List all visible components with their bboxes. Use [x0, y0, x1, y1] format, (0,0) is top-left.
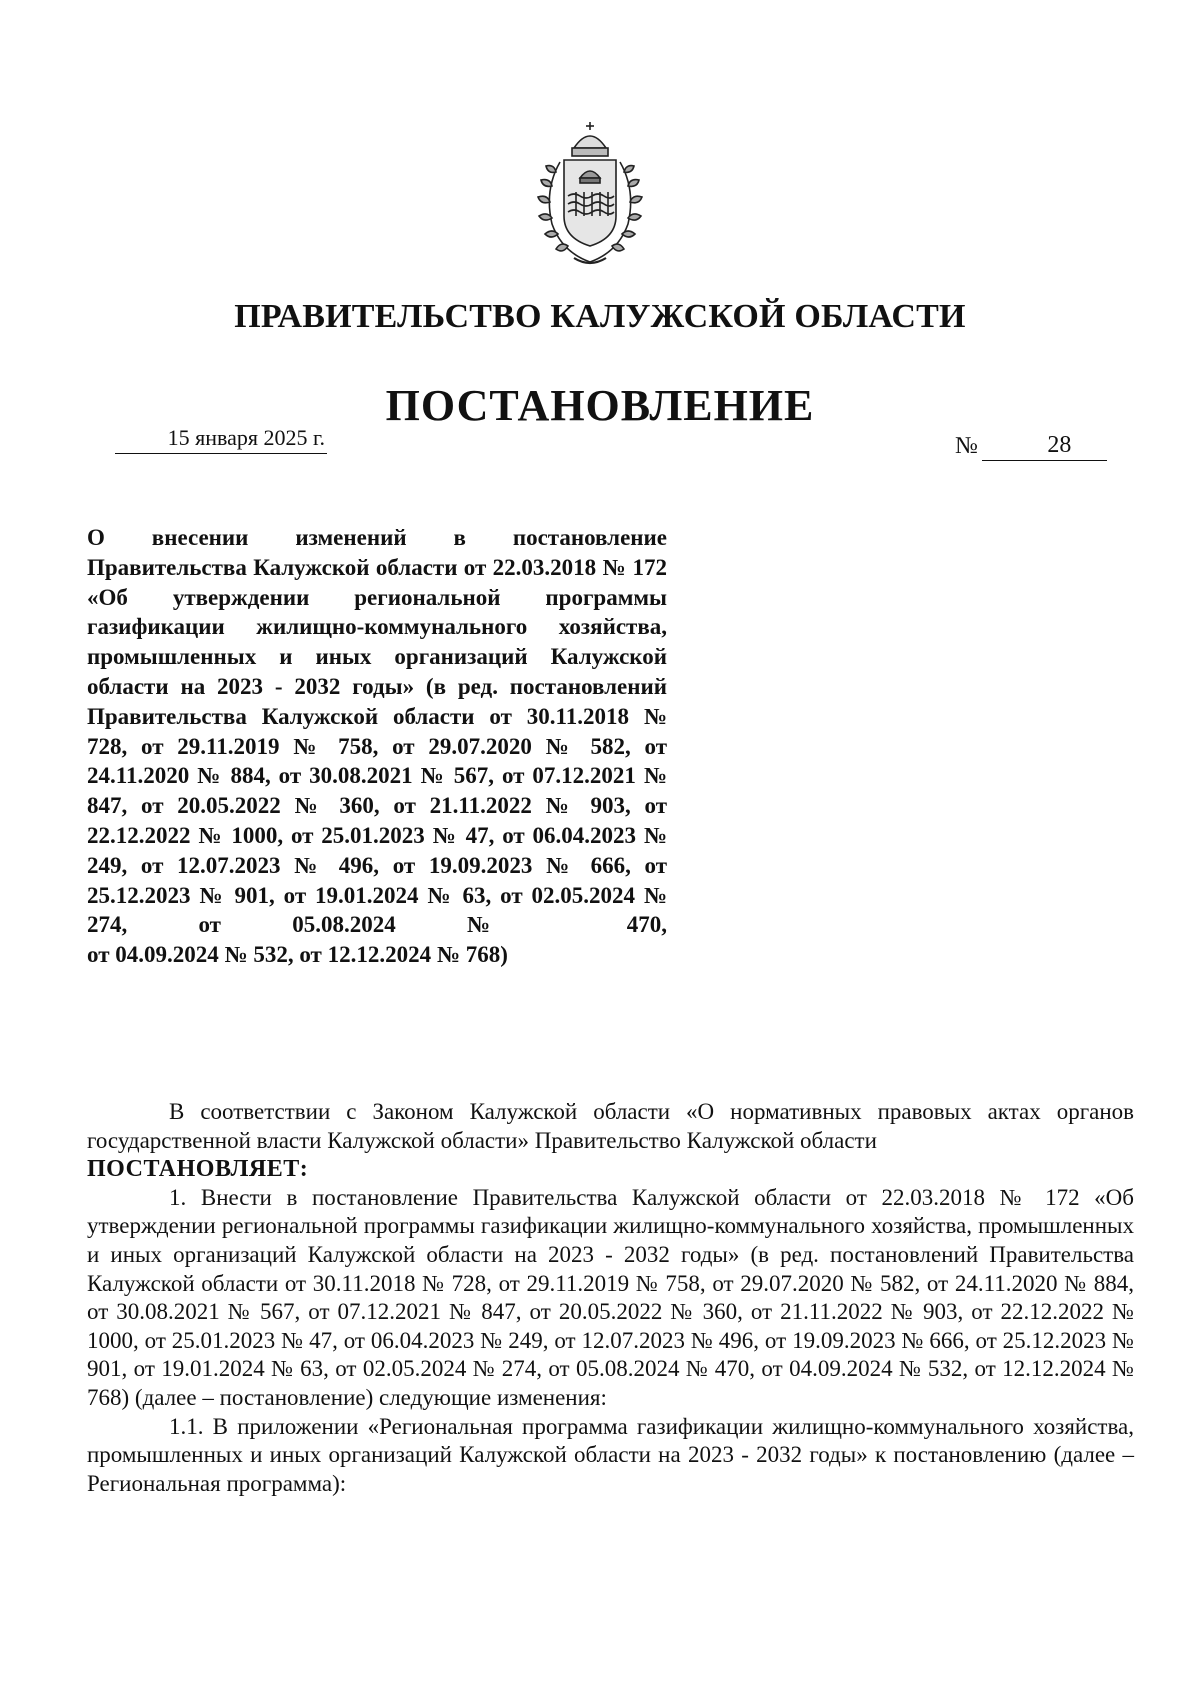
- decree-line: [87, 1155, 1134, 1184]
- item-1-1-paragraph: 1.1. В приложении «Региональная программа газификации жилищно-коммунального хозяйства, промышленных и иных организаций Калужской области на 2023 - 2032 годы» к постановлению (далее – Региональная программа):: [87, 1413, 1134, 1496]
- document-date: 15 января 2025 г.: [115, 423, 327, 454]
- government-title: ПРАВИТЕЛЬСТВО КАЛУЖСКОЙ ОБЛАСТИ: [234, 298, 966, 335]
- decree-word: ПОСТАНОВЛЯЕТ:: [87, 1156, 309, 1183]
- item-1-paragraph: 1. Внести в постановление Правительства Калужской области от 22.03.2018 № 172 «Об утверждении региональной программы газификации жилищно-коммунального хозяйства, промышленных и иных организаций Калужской области на 2023 - 2032 годы» (в ред. постановлений Правительства Калужской области от 30.11.2018 № 728, от 29.11.2019 № 758, от 29.07.2020 № 582, от 24.11.2020 № 884, от 30.08.2021 № 567, от 07.12.2021 № 847, от 20.05.2022 № 360, от 21.11.2022 № 903, от 22.12.2022 № 1000, от 25.01.2023 № 47, от 06.04.2023 № 249, от 12.07.2023 № 496, от 19.09.2023 № 666, от 25.12.2023 № 901, от 19.01.2024 № 63, от 02.05.2024 № 274, от 05.08.2024 № 470, от 04.09.2024 № 532, от 12.12.2024 № 768) (далее – постановление) следующие изменения:: [87, 1184, 1134, 1410]
- number-sign: №: [955, 433, 978, 459]
- document-type: ПОСТАНОВЛЕНИЕ: [385, 381, 815, 430]
- subject-text: О внесении изменений в постановление Правительства Калужской области от 22.03.2018 № 172 «Об утверждении региональной программы газификации жилищно-коммунального хозяйства, промышленных и иных организаций Калужской области на 2023 - 2032 годы» (в ред. постановлений Правительства Калужской области от 30.11.2018 № 728, от 29.11.2019 № 758, от 29.07.2020 № 582, от 24.11.2020 № 884, от 30.08.2021 № 567, от 07.12.2021 № 847, от 20.05.2022 № 360, от 21.11.2022 № 903, от 22.12.2022 № 1000, от 25.01.2023 № 47, от 06.04.2023 № 249, от 12.07.2023 № 496, от 19.09.2023 № 666, от 25.12.2023 № 901, от 19.01.2024 № 63, от 02.05.2024 № 274, от 05.08.2024 № 470,: [87, 525, 667, 938]
- document-body: [87, 1098, 1134, 1498]
- document-number: [955, 430, 1107, 461]
- subject-last-line: от 04.09.2024 № 532, от 12.12.2024 № 768): [87, 942, 508, 968]
- number-value: 28: [982, 430, 1107, 461]
- document-subject: [87, 523, 667, 970]
- coat-of-arms-icon: [530, 120, 650, 270]
- preamble-paragraph: В соответствии с Законом Калужской области «О нормативных правовых актах органов государственной власти Калужской области» Правительство Калужской области: [87, 1099, 1134, 1153]
